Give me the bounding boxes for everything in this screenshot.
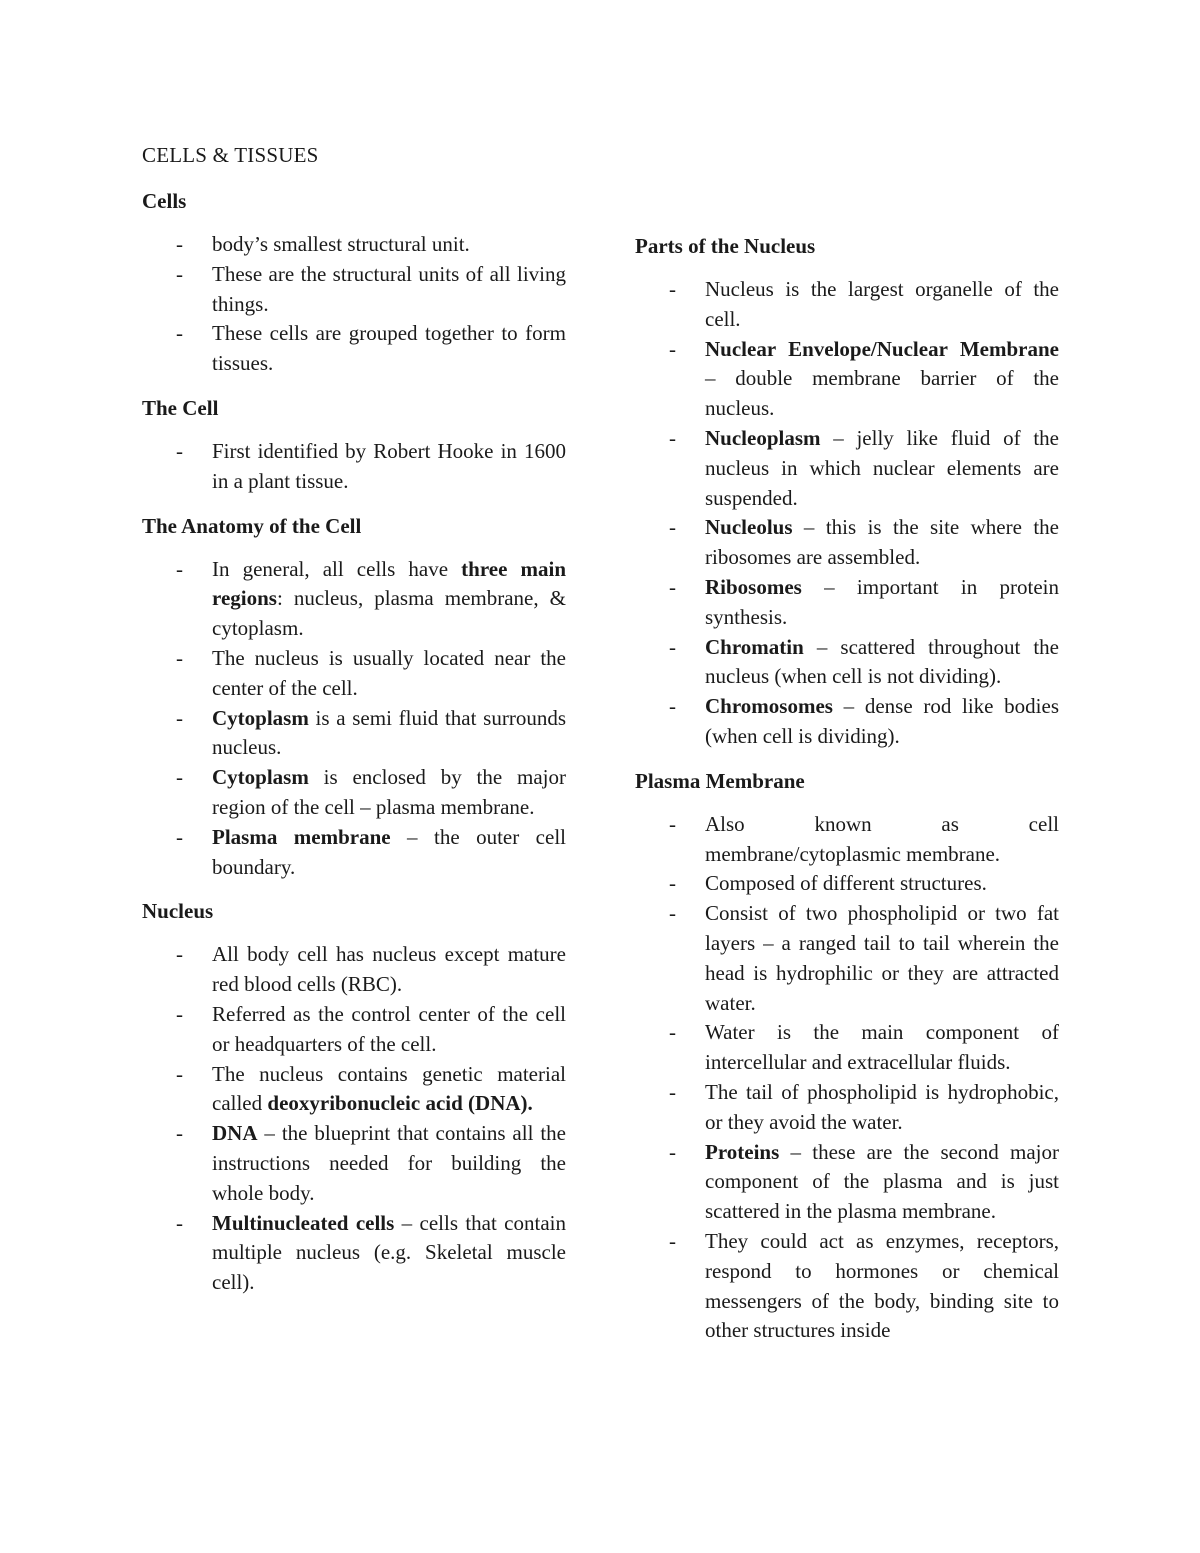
parts-of-nucleus-list <box>635 275 1059 752</box>
list-item: - These cells are grouped together to form tissues. <box>142 319 566 379</box>
left-column <box>142 186 566 1312</box>
list-item: - Nuclear Envelope/Nuclear Membrane – double membrane barrier of the nucleus. <box>635 335 1059 424</box>
cells-list <box>142 230 566 379</box>
list-item: - Proteins – these are the second major component of the plasma and is just scattered in the plasma membrane. <box>635 1138 1059 1227</box>
list-item: - All body cell has nucleus except mature red blood cells (RBC). <box>142 940 566 1000</box>
section-heading-cells: Cells <box>142 189 187 213</box>
section-heading-nucleus: Nucleus <box>142 899 214 924</box>
the-cell-list <box>142 437 566 497</box>
list-item: - In general, all cells have three main regions: nucleus, plasma membrane, & cytoplasm. <box>142 555 566 644</box>
list-item: - Nucleoplasm – jelly like fluid of the nucleus in which nuclear elements are suspended. <box>635 424 1059 513</box>
list-item: - The nucleus is usually located near the center of the cell. <box>142 644 566 704</box>
list-item: - Referred as the control center of the cell or headquarters of the cell. <box>142 1000 566 1060</box>
list-item: - Composed of different structures. <box>635 869 1059 899</box>
list-item: - These are the structural units of all living things. <box>142 260 566 320</box>
list-item: - Cytoplasm is a semi fluid that surrounds nucleus. <box>142 704 566 764</box>
list-item: - Also known as cell membrane/cytoplasmic membrane. <box>635 810 1059 870</box>
list-item: - Cytoplasm is enclosed by the major region of the cell – plasma membrane. <box>142 763 566 823</box>
list-item: - Nucleus is the largest organelle of the cell. <box>635 275 1059 335</box>
section-heading-anatomy: The Anatomy of the Cell <box>142 513 362 538</box>
list-item: - They could act as enzymes, receptors, respond to hormones or chemical messengers of the body, binding site to other structures inside <box>635 1227 1059 1346</box>
list-item: - Consist of two phospholipid or two fat layers – a ranged tail to tail wherein the head is hydrophilic or they are attracted water. <box>635 899 1059 1018</box>
page-title: CELLS & TISSUES <box>142 143 319 167</box>
list-item: - Chromosomes – dense rod like bodies (when cell is dividing). <box>635 692 1059 752</box>
anatomy-list <box>142 555 566 883</box>
list-item: - Ribosomes – important in protein synthesis. <box>635 573 1059 633</box>
list-item: - DNA – the blueprint that contains all the instructions needed for building the whole body. <box>142 1119 566 1208</box>
nucleus-list <box>142 940 566 1298</box>
section-heading-plasma-membrane: Plasma Membrane <box>635 768 805 793</box>
section-heading-the-cell: The Cell <box>142 395 219 420</box>
list-item: - Plasma membrane – the outer cell boundary. <box>142 823 566 883</box>
list-item: - body’s smallest structural unit. <box>142 230 566 260</box>
list-item: - The tail of phospholipid is hydrophobic, or they avoid the water. <box>635 1078 1059 1138</box>
list-item: - The nucleus contains genetic material called deoxyribonucleic acid (DNA). <box>142 1060 566 1120</box>
plasma-membrane-list <box>635 810 1059 1346</box>
list-item: - Chromatin – scattered throughout the nucleus (when cell is not dividing). <box>635 633 1059 693</box>
right-column <box>635 231 1059 1360</box>
list-item: - Multinucleated cells – cells that contain multiple nucleus (e.g. Skeletal muscle cell). <box>142 1209 566 1298</box>
section-heading-parts-of-nucleus: Parts of the Nucleus <box>635 234 816 258</box>
list-item: - First identified by Robert Hooke in 1600 in a plant tissue. <box>142 437 566 497</box>
list-item: - Water is the main component of intercellular and extracellular fluids. <box>635 1018 1059 1078</box>
list-item: - Nucleolus – this is the site where the ribosomes are assembled. <box>635 513 1059 573</box>
